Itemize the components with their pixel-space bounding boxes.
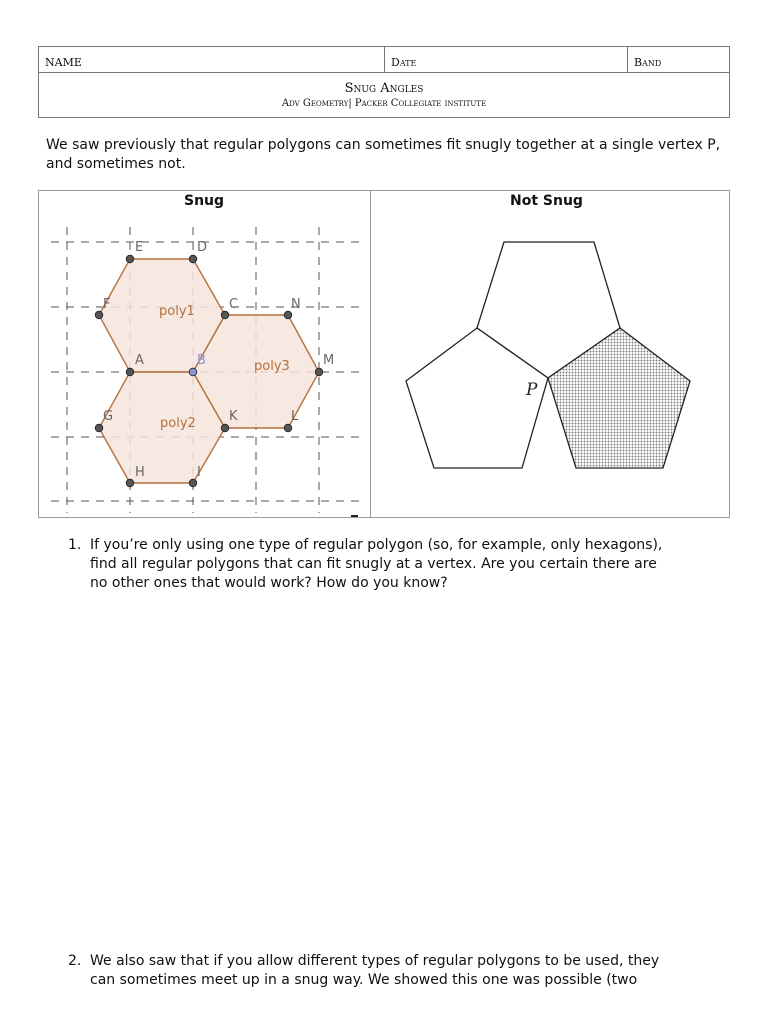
label-i: I xyxy=(197,465,201,480)
question-2 xyxy=(68,952,748,992)
band-label: Band xyxy=(634,56,662,69)
header-table xyxy=(38,46,730,118)
point-c xyxy=(221,311,229,319)
figure-table xyxy=(38,190,730,518)
question-1 xyxy=(68,536,748,596)
name-label: NAME xyxy=(45,56,82,69)
not-snug-title: Not Snug xyxy=(510,193,583,209)
question-2-line: We also saw that if you allow different types of regular polygons to be used, they xyxy=(90,953,660,969)
question-1-line: no other ones that would work? How do you know? xyxy=(90,575,448,591)
name-cell xyxy=(39,47,385,72)
date-label: Date xyxy=(391,56,417,69)
poly3-label: poly3 xyxy=(254,359,290,374)
point-m xyxy=(315,368,323,376)
point-a xyxy=(126,368,134,376)
document-title: Snug Angles xyxy=(344,81,424,96)
document-subtitle: Adv Geometry| Packer Collegiate institute xyxy=(281,98,487,109)
question-1-line: If you’re only using one type of regular polygon (so, for example, only hexagons), xyxy=(90,537,663,553)
intro-paragraph: We saw previously that regular polygons can sometimes fit snugly together at a single vertex P, and sometimes not. xyxy=(46,137,721,172)
question-1-number: 1. xyxy=(68,537,82,553)
point-e xyxy=(126,255,134,263)
question-1-text xyxy=(90,536,662,593)
label-h: H xyxy=(135,465,145,480)
band-cell xyxy=(628,47,729,72)
point-i xyxy=(189,479,197,487)
label-a: A xyxy=(135,353,144,368)
snug-diagram xyxy=(39,191,370,517)
point-f xyxy=(95,311,103,319)
label-c: C xyxy=(229,297,239,312)
snug-title: Snug xyxy=(184,193,225,209)
point-h xyxy=(126,479,134,487)
vertex-p-label: P xyxy=(526,380,538,400)
point-d xyxy=(189,255,197,263)
label-f: F xyxy=(103,297,111,312)
not-snug-diagram xyxy=(370,191,730,517)
grid-marker xyxy=(351,515,358,517)
title-block xyxy=(39,73,729,109)
label-k: K xyxy=(229,409,238,424)
label-g: G xyxy=(103,409,114,424)
label-b: B xyxy=(197,353,206,368)
question-2-number: 2. xyxy=(68,953,82,969)
date-cell xyxy=(385,47,628,72)
poly1-label: poly1 xyxy=(159,304,195,319)
point-l xyxy=(284,424,292,432)
label-e: E xyxy=(135,240,144,255)
point-n xyxy=(284,311,292,319)
label-l: L xyxy=(291,409,299,424)
question-1-line: find all regular polygons that can fit snugly at a vertex. Are you certain there are xyxy=(90,556,657,572)
question-2-line: can sometimes meet up in a snug way. We showed this one was possible (two xyxy=(90,972,638,988)
question-2-text xyxy=(90,952,659,990)
point-k xyxy=(221,424,229,432)
point-g xyxy=(95,424,103,432)
label-d: D xyxy=(197,240,208,255)
label-n: N xyxy=(291,297,301,312)
point-b xyxy=(189,368,197,376)
label-m: M xyxy=(323,353,335,368)
header-row xyxy=(39,47,729,73)
poly2-label: poly2 xyxy=(160,416,196,431)
